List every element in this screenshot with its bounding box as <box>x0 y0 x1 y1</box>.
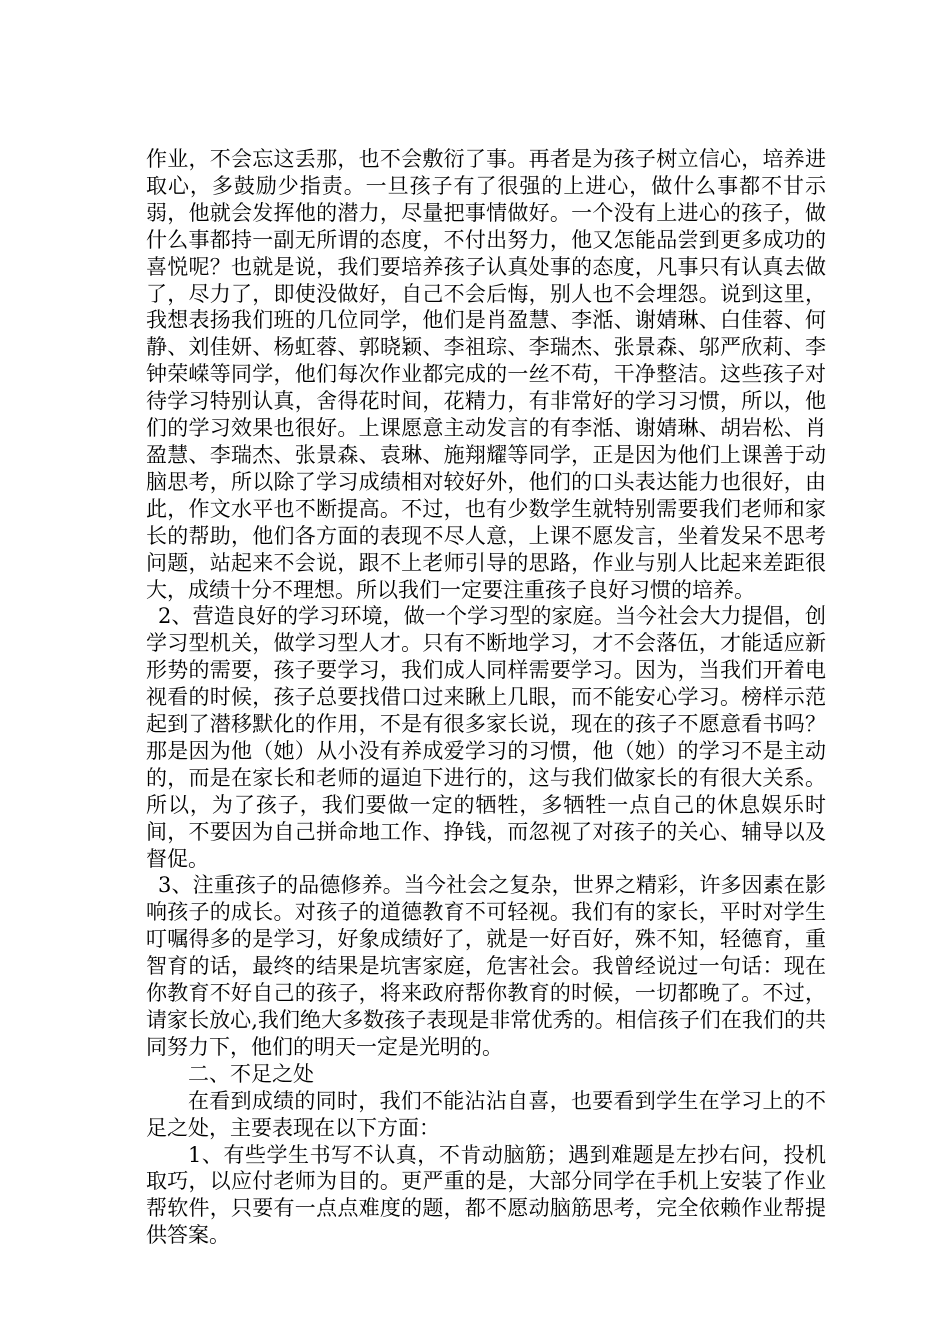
paragraph-moral-education: 3、注重孩子的品德修养。当今社会之复杂，世界之精彩，许多因素在影响孩子的成长。对孩子的道德教育不可轻视。我们有的家长，平时对学生叮嘱得多的是学习，好象成绩好了，就是一好百好，殊不知，轻德育，重智育的话，最终的结果是坑害家庭，危害社会。我曾经说过一句话：现在你教育不好自己的孩子，将来政府帮你教育的时候，一切都晚了。不过，请家长放心,我们绝大多数孩子表现是非常优秀的。相信孩子们在我们的共同努力下，他们的明天一定是光明的。 <box>146 873 826 1059</box>
paragraph-habits-continued: 作业，不会忘这丢那，也不会敷衍了事。再者是为孩子树立信心，培养进取心，多鼓励少指责。一旦孩子有了很强的上进心，做什么事都不甘示弱，他就会发挥他的潜力，尽量把事情做好。一个没有上进心的孩子，做什么事都持一副无所谓的态度，不付出努力，他又怎能品尝到更多成功的喜悦呢？也就是说，我们要培养孩子认真处事的态度，凡事只有认真去做了，尽力了，即使没做好，自己不会后悔，别人也不会埋怨。说到这里，我想表扬我们班的几位同学，他们是肖盈慧、李湉、谢婧琳、白佳蓉、何静、刘佳妍、杨虹蓉、郭晓颖、李祖琮、李瑞杰、张景森、邬严欣莉、李钟荣嵘等同学，他们每次作业都完成的一丝不苟，干净整洁。这些孩子对待学习特别认真，舍得花时间，花精力，有非常好的学习习惯，所以，他们的学习效果也很好。上课愿意主动发言的有李湉、谢婧琳、胡岩松、肖盈慧、李瑞杰、张景森、袁琳、施翔耀等同学，正是因为他们上课善于动脑思考，所以除了学习成绩相对较好外，他们的口头表达能力也很好，由此，作文水平也不断提高。不过，也有少数学生就特别需要我们老师和家长的帮助，他们各方面的表现不尽人意，上课不愿发言，坐着发呆不思考问题，站起来不会说，跟不上老师引导的思路，作业与别人比起来差距很大，成绩十分不理想。所以我们一定要注重孩子良好习惯的培养。 <box>146 147 826 602</box>
paragraph-shortcoming-1: 1、有些学生书写不认真，不肯动脑筋；遇到难题是左抄右问，投机取巧，以应付老师为目的。更严重的是，大部分同学在手机上安装了作业帮软件，只要有一点点难度的题，都不愿动脑筋思考，完全依赖作业帮提供答案。 <box>146 1142 826 1248</box>
paragraph-shortcomings-intro: 在看到成绩的同时，我们不能沾沾自喜，也要看到学生在学习上的不足之处，主要表现在以下方面： <box>146 1088 826 1140</box>
document-page <box>146 146 826 1249</box>
section-heading-shortcomings: 二、不足之处 <box>188 1061 314 1086</box>
paragraph-learning-environment: 2、营造良好的学习环境，做一个学习型的家庭。当今社会大力提倡，创学习型机关，做学习型人才。只有不断地学习，才不会落伍，才能适应新形势的需要，孩子要学习，我们成人同样需要学习。因为，当我们开着电视看的时候，孩子总要找借口过来瞅上几眼，而不能安心学习。榜样示范起到了潜移默化的作用，不是有很多家长说，现在的孩子不愿意看书吗？那是因为他（她）从小没有养成爱学习的习惯，他（她）的学习不是主动的，而是在家长和老师的逼迫下进行的，这与我们做家长的有很大关系。所以，为了孩子，我们要做一定的牺牲，多牺牲一点自己的休息娱乐时间，不要因为自己拼命地工作、挣钱，而忽视了对孩子的关心、辅导以及督促。 <box>146 604 826 871</box>
